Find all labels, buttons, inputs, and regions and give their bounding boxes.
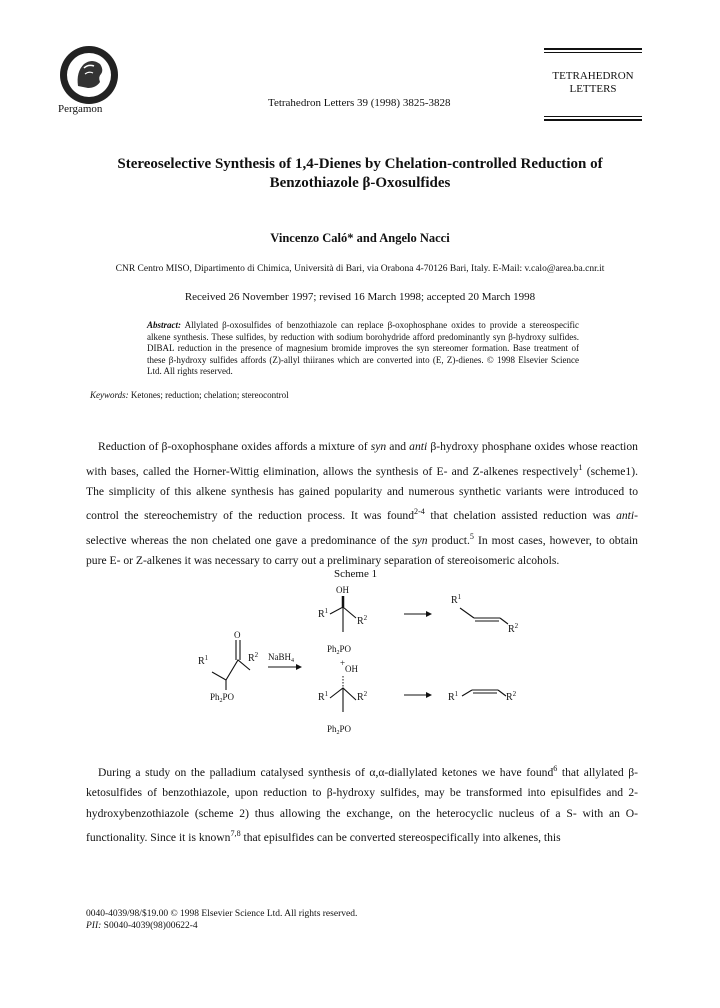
header-rule: [544, 119, 642, 121]
copyright-footer: [86, 908, 357, 932]
bond: [500, 618, 508, 624]
journal-name-line: LETTERS: [569, 83, 617, 95]
r2-label: $R^2$: [248, 651, 259, 664]
reagent-label: NaBH$_4$: [268, 652, 294, 664]
text-run: Reduction of β-oxophosphane oxides affords a mixture of: [98, 440, 371, 453]
r1-label: $R^1$: [318, 607, 329, 620]
reference: 1: [578, 462, 583, 472]
r2-label: $R^2$: [506, 690, 517, 703]
keywords-label: Keywords:: [90, 390, 129, 400]
arrow-head: [426, 611, 432, 617]
text-run: that chelation assisted reduction was: [424, 509, 617, 523]
pii-value: S0040-4039(98)00622-4: [103, 921, 198, 931]
keywords-text: Ketones; reduction; chelation; stereocontrol: [130, 390, 289, 400]
reference: 2-4: [414, 507, 425, 517]
ph2po-label: $Ph_2PO$: [327, 724, 352, 736]
authors: Vincenzo Caló* and Angelo Nacci: [270, 231, 450, 245]
oh-label: OH: [336, 585, 349, 595]
received-dates: Received 26 November 1997; revised 16 March 1998; accepted 20 March 1998: [184, 291, 536, 303]
text-run: that episulfides can be converted stereospecifically into alkenes, this: [240, 831, 561, 845]
r2-label: $R^2$: [508, 622, 519, 635]
text-run: syn: [412, 533, 428, 547]
text-run: anti: [409, 440, 428, 453]
plus-sign: +: [340, 658, 346, 668]
pergamon-logo: [58, 44, 120, 106]
text-run: -selective whereas the non chelated one gave a predominance of the: [86, 509, 638, 547]
reference: 7,8: [230, 829, 241, 839]
body-paragraph: [86, 759, 638, 849]
header-rule: [544, 48, 642, 50]
r2-label: $R^2$: [357, 690, 368, 703]
arrow-head: [426, 692, 432, 698]
r1-label: $R^1$: [451, 593, 462, 606]
text-run: In most cases, however, to obtain pure E- or Z-alkenes it was necessary to carry out a preliminary separation of stereoisomeric alcohols.: [86, 533, 638, 568]
oh-label: OH: [345, 664, 358, 674]
text-run: and: [386, 440, 410, 453]
text-run: that allylated β-ketosulfides of benzothiazole, upon reduction to β-hydroxy sulfides, may be transformed into episulfides and 2-hydroxybenzothiazole (scheme 2) thus allowing the exchange, on the heterocyclic nucleus of a S- with an O-functionality. Since it is known: [86, 765, 638, 845]
text-run: β-hydroxy phosphane oxides whose reaction with bases, called the Horner-Wittig elimination, allows the synthesis of E- and Z-alkenes respectively: [86, 440, 638, 478]
o-label: O: [234, 630, 241, 640]
text-run: anti: [616, 509, 635, 523]
text-run: syn: [370, 440, 387, 453]
abstract-label: Abstract:: [147, 320, 182, 330]
bond: [462, 690, 472, 696]
header-rule: [544, 116, 642, 117]
body-paragraph: [86, 437, 638, 572]
ph2po-label: $Ph_2PO$: [327, 644, 352, 656]
journal-citation: Tetrahedron Letters 39 (1998) 3825-3828: [268, 97, 451, 109]
r1-label: $R^1$: [198, 654, 209, 667]
pii-line: [86, 920, 357, 932]
keywords: [90, 390, 289, 400]
abstract: [147, 320, 579, 378]
text-run: (scheme1). The simplicity of this alkene synthesis has gained popularity and numerous synthetic variants were introduced to control the stereochemistry of the reduction process. It was found: [86, 464, 638, 523]
article-title: [70, 155, 650, 193]
bond: [498, 690, 506, 696]
title-line: Stereoselective Synthesis of 1,4-Dienes by Chelation-controlled Reduction of: [117, 156, 603, 172]
scheme-title: Scheme 1: [334, 568, 378, 580]
title-line: Benzothiazole β-Oxosulfides: [269, 175, 451, 191]
copyright-line: 0040-4039/98/$19.00 © 1998 Elsevier Science Ltd. All rights reserved.: [86, 909, 358, 919]
abstract-text: Allylated β-oxosulfides of benzothiazole can replace β-oxophosphane oxides to provide a stereospecific alkene synthesis. These sulfides, by reduction with sodium borohydride afford predominantly syn β-hydroxy sulfides. DIBAL reduction in the presence of magnesium bromide improves the syn stereomer formation. Base treatment of these β-hydroxy sulfides affords (Z)-allyl thiiranes which are converted into (E, Z)-dienes. © 1998 Elsevier Science Ltd. All rights reserved.: [147, 320, 579, 376]
text-run: During a study on the palladium catalysed synthesis of α,α-diallylated ketones we have found: [98, 765, 554, 779]
r1-label: $R^1$: [318, 690, 329, 703]
text-run: product.: [427, 533, 470, 547]
ph2po-label: $Ph_2PO$: [210, 692, 235, 704]
header-rule: [544, 52, 642, 53]
scheme-1: [150, 560, 590, 740]
r1-label: $R^1$: [448, 690, 459, 703]
bond: [460, 608, 474, 618]
bond: [212, 660, 250, 680]
publisher-name: Pergamon: [58, 103, 103, 115]
affiliation: CNR Centro MISO, Dipartimento di Chimica, Università di Bari, via Orabona 4-70126 Bari, Italy. E-Mail: v.calo@area.ba.cnr.it: [115, 264, 605, 274]
reference: 5: [469, 531, 474, 541]
r2-label: $R^2$: [357, 614, 368, 627]
arrow-head: [296, 664, 302, 670]
pii-label: PII:: [86, 921, 102, 931]
journal-name-line: TETRAHEDRON: [552, 70, 634, 82]
reference: 6: [553, 764, 558, 773]
journal-name: [544, 70, 642, 96]
